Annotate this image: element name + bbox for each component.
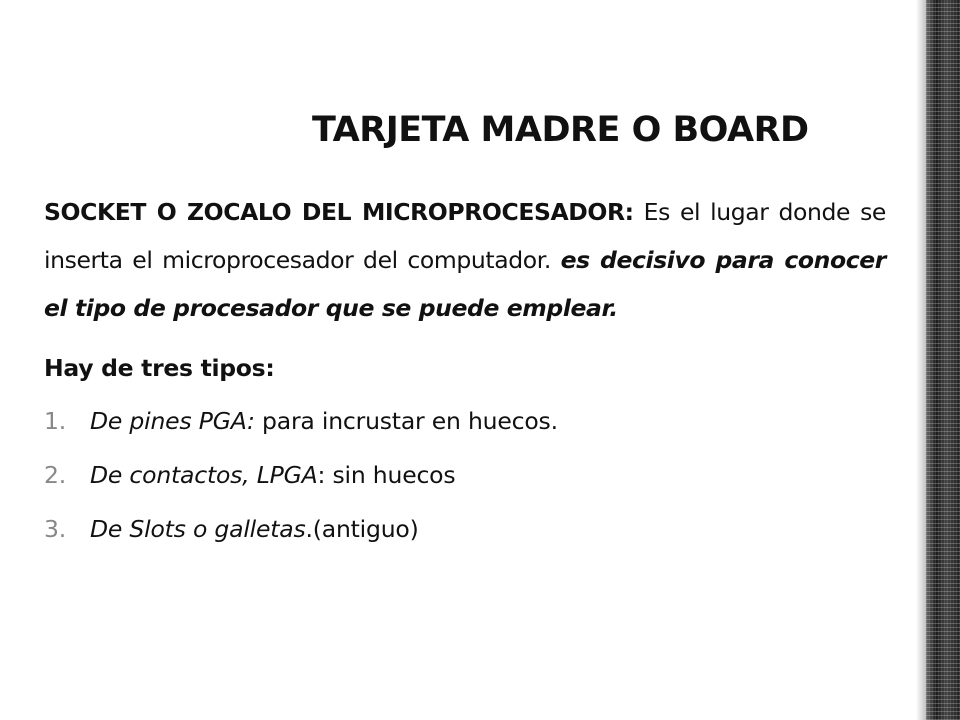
slide-title: TARJETA MADRE O BOARD (312, 110, 809, 150)
list-item-text (90, 394, 558, 448)
list-item (44, 502, 886, 556)
edge-shadow-decoration (916, 0, 926, 720)
list-item-italic: De pines PGA: (90, 407, 255, 435)
list-item (44, 394, 886, 448)
socket-description-paragraph (44, 188, 886, 332)
textured-edge-decoration (926, 0, 960, 720)
list-item-rest: .(antiguo) (305, 515, 419, 543)
list-item-number: 2. (44, 461, 67, 489)
list-item-italic: De contactos, LPGA (90, 461, 318, 489)
list-item-number: 1. (44, 407, 67, 435)
list-item-rest: para incrustar en huecos. (254, 407, 558, 435)
socket-types-list (44, 394, 886, 556)
socket-description: Es el lugar donde se inserta el microprocesador del computador. (44, 198, 886, 274)
socket-emphasis: es decisivo para conocer el tipo de procesador que se puede emplear. (44, 246, 886, 322)
list-item-text (90, 502, 419, 556)
list-item-number: 3. (44, 515, 67, 543)
list-item-text (90, 448, 455, 502)
list-item (44, 448, 886, 502)
slide-body (44, 188, 886, 556)
list-item-italic: De Slots o galletas (90, 515, 306, 543)
types-subheading: Hay de tres tipos: (44, 354, 275, 382)
socket-term: SOCKET O ZOCALO DEL MICROPROCESADOR: (44, 198, 634, 226)
list-item-rest: : sin huecos (317, 461, 456, 489)
